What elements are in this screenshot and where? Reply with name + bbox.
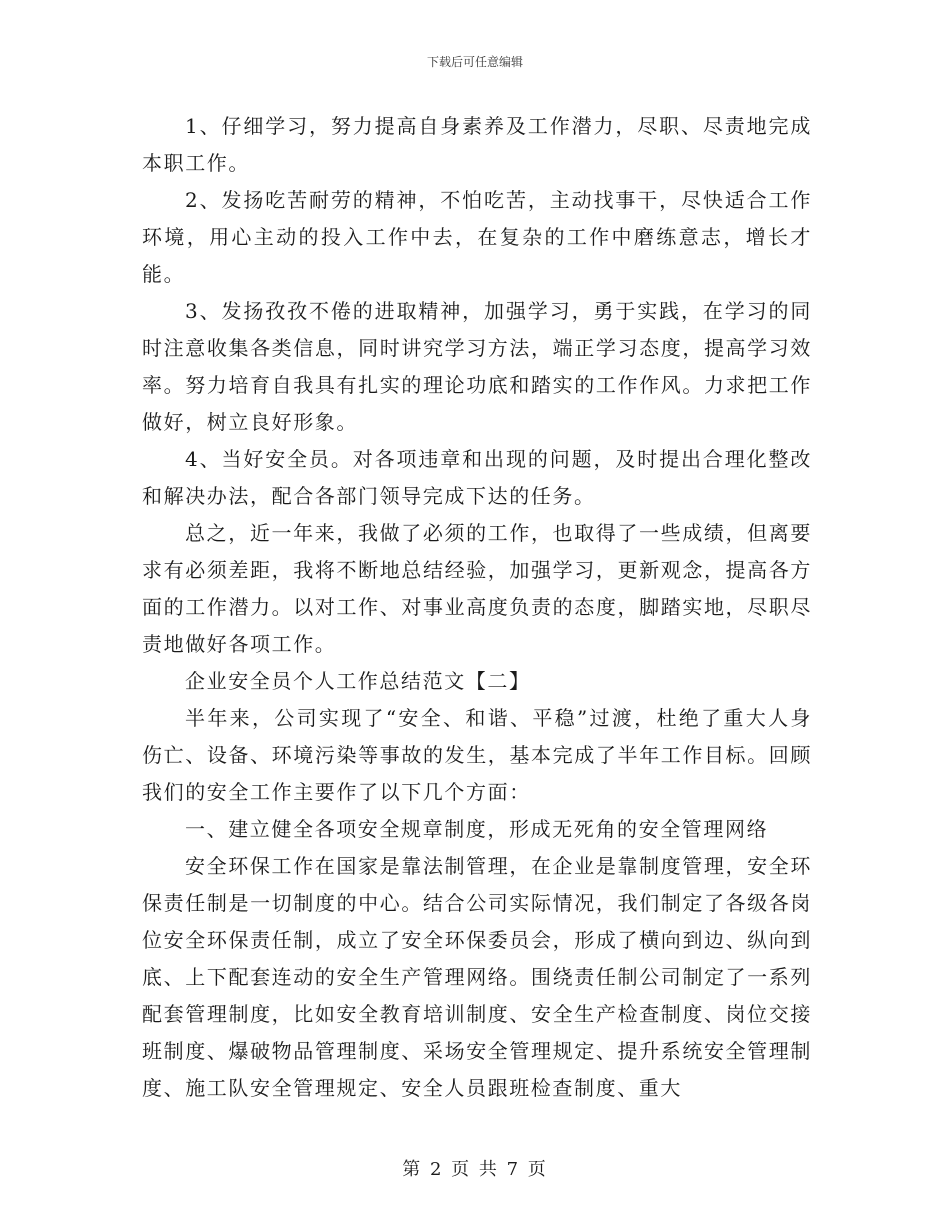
paragraph-item-3: 3、发扬孜孜不倦的进取精神，加强学习，勇于实践，在学习的同时注意收集各类信息，同时讲究学习方法，端正学习态度，提高学习效率。努力培育自我具有扎实的理论功底和踏实的工作作风。力求把工作做好，树立良好形象。 [142, 299, 812, 434]
page-number: 第 2 页 共 7 页 [402, 1159, 548, 1180]
paragraph-item-1: 1、仔细学习，努力提高自身素养及工作潜力，尽职、尽责地完成本职工作。 [142, 114, 812, 175]
page-header: 下载后可任意编辑 [426, 55, 523, 69]
section-title: 企业安全员个人工作总结范文【二】 [185, 669, 531, 693]
paragraph-item-2: 2、发扬吃苦耐劳的精神，不怕吃苦，主动找事干，尽快适合工作环境，用心主动的投入工作中去，在复杂的工作中磨练意志，增长才能。 [142, 188, 812, 286]
document-body [142, 108, 812, 1107]
paragraph-item-4: 4、当好安全员。对各项违章和出现的问题，及时提出合理化整改和解决办法，配合各部门领导完成下达的任务。 [142, 447, 812, 508]
paragraph-summary: 总之，近一年来，我做了必须的工作，也取得了一些成绩，但离要求有必须差距，我将不断地总结经验，加强学习，更新观念，提高各方面的工作潜力。以对工作、对事业高度负责的态度，脚踏实地，尽职尽责地做好各项工作。 [142, 521, 812, 656]
paragraph-body: 安全环保工作在国家是靠法制管理，在企业是靠制度管理，安全环保责任制是一切制度的中心。结合公司实际情况，我们制定了各级各岗位安全环保责任制，成立了安全环保委员会，形成了横向到边、纵向到底、上下配套连动的安全生产管理网络。围绕责任制公司制定了一系列配套管理制度，比如安全教育培训制度、安全生产检查制度、岗位交接班制度、爆破物品管理制度、采场安全管理规定、提升系统安全管理制度、施工队安全管理规定、安全人员跟班检查制度、重大 [142, 854, 812, 1100]
subsection-heading: 一、建立健全各项安全规章制度，形成无死角的安全管理网络 [185, 817, 769, 841]
paragraph-intro: 半年来，公司实现了“安全、和谐、平稳”过渡，杜绝了重大人身伤亡、设备、环境污染等事故的发生，基本完成了半年工作目标。回顾我们的安全工作主要作了以下几个方面： [142, 706, 812, 804]
